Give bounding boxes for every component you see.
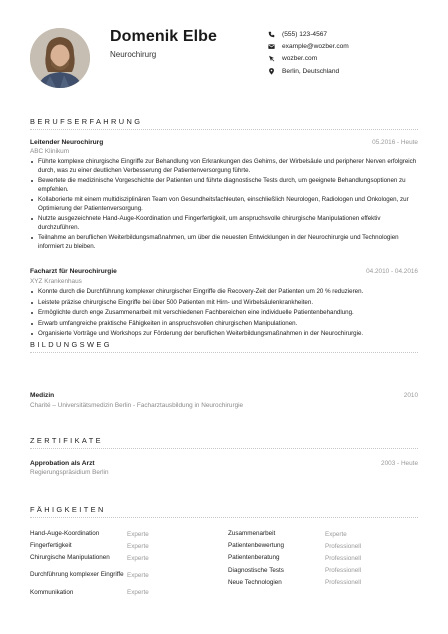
skill-item xyxy=(30,552,149,564)
education-degree: Medizin xyxy=(30,392,55,399)
skill-name: Neue Technologien xyxy=(228,578,282,586)
section-divider xyxy=(30,448,418,449)
skill-level: Experte xyxy=(325,530,347,538)
list-item: Nutzte ausgezeichnete Hand-Auge-Koordination und Fingerfertigkeit, um anspruchsvolle chirurgische Manipulationen effektiv durchzuführen. xyxy=(30,215,418,232)
phone-icon xyxy=(268,31,275,38)
skill-level: Professionell xyxy=(325,567,362,575)
contact-website xyxy=(268,53,349,65)
job-2-dates: 04.2010 - 04.2016 xyxy=(366,268,418,275)
skill-name: Chirurgische Manipulationen xyxy=(30,554,110,562)
list-item: Teilnahme an beruflichen Weiterbildungsmaßnahmen, um über die neuesten Entwicklungen in der Neurochirurgie und Technologien informiert zu bleiben. xyxy=(30,234,418,251)
certificate-name: Approbation als Arzt xyxy=(30,460,95,467)
email-text: example@wozber.com xyxy=(282,42,349,50)
skill-level: Experte xyxy=(127,589,149,597)
job-1-company: ABC Klinikum xyxy=(30,148,70,155)
skill-item xyxy=(30,565,149,587)
skill-level: Professionell xyxy=(325,542,362,550)
location-text: Berlin, Deutschland xyxy=(282,67,340,75)
skill-name: Durchführung komplexer Eingriffe xyxy=(30,571,124,579)
skill-item xyxy=(228,577,361,589)
website-text: wozber.com xyxy=(282,55,318,63)
skill-level: Experte xyxy=(127,530,149,538)
list-item: Leistete präzise chirurgische Eingriffe bei über 500 Patienten mit Hirn- und Wirbelsäulenkrankheiten. xyxy=(30,299,418,308)
job-1-achievements xyxy=(30,158,418,253)
profile-photo xyxy=(30,28,90,88)
skill-item xyxy=(30,540,149,552)
skill-item xyxy=(228,565,361,577)
section-divider xyxy=(30,352,418,353)
contact-email xyxy=(268,40,349,52)
section-divider xyxy=(30,129,418,130)
job-1-dates: 05.2016 - Heute xyxy=(372,139,418,146)
skill-item xyxy=(228,540,361,552)
candidate-name: Domenik Elbe xyxy=(110,28,218,45)
skills-heading: FÄHIGKEITEN xyxy=(30,505,106,514)
list-item: Erwarb umfangreiche praktische Fähigkeiten in anspruchsvollen chirurgischen Manipulationen. xyxy=(30,320,418,329)
location-icon xyxy=(268,68,275,75)
job-1-title: Leitender Neurochirurg xyxy=(30,139,104,146)
skill-name: Patientenbewertung xyxy=(228,542,285,550)
section-divider xyxy=(30,517,418,518)
certificates-heading: ZERTIFIKATE xyxy=(30,436,103,445)
job-2-company: XYZ Krankenhaus xyxy=(30,278,82,285)
list-item: Bewertete die medizinische Vorgeschichte der Patienten und führte diagnostische Tests durch, um geeignete Behandlungsoptionen zu empfehlen. xyxy=(30,177,418,194)
skill-level: Professionell xyxy=(325,554,362,562)
list-item: Konnte durch die Durchführung komplexer chirurgischer Eingriffe die Recovery-Zeit der Patienten um 20 % reduzieren. xyxy=(30,288,418,297)
job-title-headline: Neurochirurg xyxy=(110,50,157,59)
skill-name: Patientenberatung xyxy=(228,554,280,562)
list-item: Ermöglichte durch enge Zusammenarbeit mit verschiedenen Fachbereichen eine individuelle Patientenbehandlung. xyxy=(30,309,418,318)
skill-level: Experte xyxy=(127,572,149,580)
website-icon xyxy=(268,55,275,62)
contact-location xyxy=(268,65,349,77)
avatar xyxy=(30,28,90,88)
education-detail: Charité – Universitätsmedizin Berlin - Facharztausbildung in Neurochirurgie xyxy=(30,402,244,409)
certificate-dates: 2003 - Heute xyxy=(381,460,418,467)
skill-name: Kommunikation xyxy=(30,588,74,596)
skills-column-left xyxy=(30,528,149,599)
job-2-title: Facharzt für Neurochirurgie xyxy=(30,268,117,275)
education-year: 2010 xyxy=(403,392,418,399)
skill-level: Experte xyxy=(127,542,149,550)
skill-item xyxy=(228,552,361,564)
skill-name: Zusammenarbeit xyxy=(228,529,276,537)
experience-heading: BERUFSERFAHRUNG xyxy=(30,117,143,126)
list-item: Organisierte Vorträge und Workshops zur Förderung der beruflichen Weiterbildungsmaßnahmen in der Neurochirurgie. xyxy=(30,330,418,339)
job-2-achievements xyxy=(30,288,418,341)
certificate-issuer: Regierungspräsidium Berlin xyxy=(30,469,109,476)
skill-item xyxy=(228,528,361,540)
phone-text: (555) 123-4567 xyxy=(282,30,328,38)
contact-info xyxy=(268,28,349,77)
email-icon xyxy=(268,43,275,50)
education-heading: BILDUNGSWEG xyxy=(30,340,112,349)
list-item: Kollaborierte mit einem multidisziplinären Team von Gesundheitsfachleuten, einschließlich Neurologen, Radiologen und Onkologen, zur Optimierung der Patientenversorgung. xyxy=(30,196,418,213)
skill-item xyxy=(30,528,149,540)
skill-level: Experte xyxy=(127,554,149,562)
skill-level: Professionell xyxy=(325,579,362,587)
skills-column-right xyxy=(228,528,361,589)
skill-name: Fingerfertigkeit xyxy=(30,542,72,550)
skill-name: Diagnostische Tests xyxy=(228,566,284,574)
contact-phone xyxy=(268,28,349,40)
skill-item xyxy=(30,587,149,599)
list-item: Führte komplexe chirurgische Eingriffe zur Behandlung von Erkrankungen des Gehirns, der Wirbelsäule und peripherer Nerven erfolgreich durch, was zu einer deutlichen Verbesserung der Patientenversorgung führte. xyxy=(30,158,418,175)
skill-name: Hand-Auge-Koordination xyxy=(30,529,100,537)
